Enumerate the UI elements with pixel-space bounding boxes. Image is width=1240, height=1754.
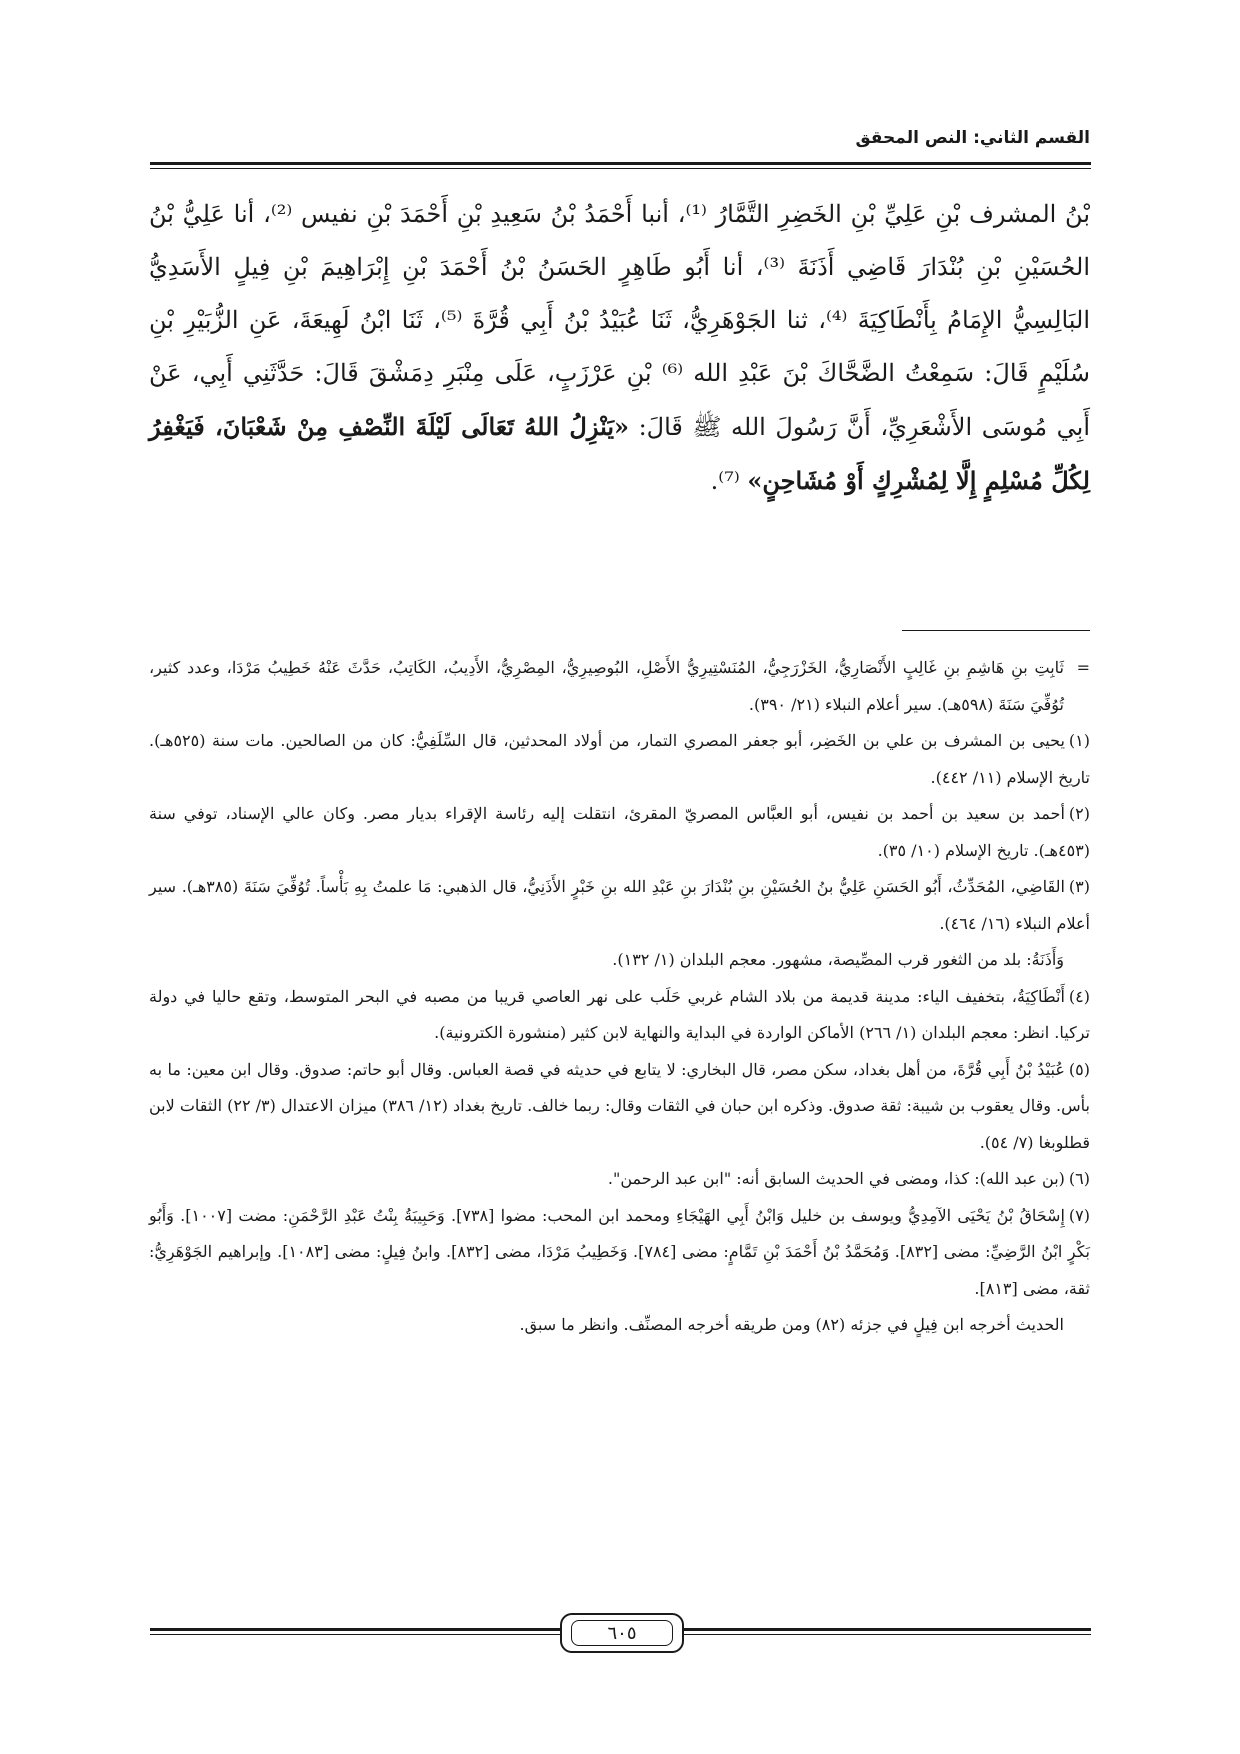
footnote-continuation: = ثَابِتِ بنِ هَاشِمِ بنِ غَالِبٍ الأَنْصَارِيُّ، الخَزْرَجِيُّ، المُنَسْتِيرِيُّ الأَصْلِ، البُوصِيرِيُّ، المِصْرِيُّ، الأَدِيبُ، الكَاتِبُ، حَدَّثَ عَنْهُ خَطِيبُ مَرْدَا، وعدد كثير، تُوُفِّيَ سَنَةَ (٥٩٨هـ). سير أعلام النبلاء (٢١/ ٣٩٠).	[149, 658, 1090, 714]
isnad-text: بْنُ المشرف بْنِ عَلِيِّ بْنِ الخَضِرِ التَّمَّارُ ⁽¹⁾، أنبا أَحْمَدُ بْنُ سَعِيدِ بْنِ أَحْمَدَ بْنِ نفيس ⁽²⁾، أنا عَلِيُّ بْنُ الحُسَيْنِ بْنِ بُنْدَارَ قَاضِي أَذَنَةَ ⁽³⁾، أنا أَبُو طَاهِرٍ الحَسَنُ بْنُ أَحْمَدَ بْنِ إِبْرَاهِيمَ بْنِ فِيلٍ الأَسَدِيُّ البَالِسِيُّ الإِمَامُ بِأَنْطَاكِيَةَ ⁽⁴⁾، ثنا الجَوْهَرِيُّ، ثَنَا عُبَيْدُ بْنُ أَبِي قُرَّةَ ⁽⁵⁾، ثَنَا ابْنُ لَهِيعَةَ، عَنِ الزُّبَيْرِ بْنِ سُلَيْمٍ قَالَ: سَمِعْتُ الضَّحَّاكَ بْنَ عَبْدِ الله ⁽⁶⁾ بْنِ عَرْزَبٍ، عَلَى مِنْبَرِ دِمَشْقَ قَالَ: حَدَّثَنِي أَبِي، عَنْ أَبِي مُوسَى الأَشْعَرِيِّ، أَنَّ رَسُولَ الله ﷺ قَالَ:	[149, 200, 1091, 441]
footnote-3: (٣)القَاضِي، المُحَدِّثُ، أَبُو الحَسَنِ عَلِيُّ بنُ الحُسَيْنِ بنِ بُنْدَارَ بنِ عَبْدِ الله بنِ خَبْرٍ الأَذَنِيُّ، قال الذهبي: مَا علمتُ بِهِ بَأْساً. تُوُفِّيَ سَنَةَ (٣٨٥هـ). سير أعلام النبلاء (١٦/ ٤٦٤).	[149, 877, 1090, 933]
footnote-ref-7: ⁽⁷⁾.	[710, 467, 740, 495]
footnote-1: (١)يحيى بن المشرف بن علي بن الخَضِر، أبو جعفر المصري التمار، من أولاد المحدثين، قال السِّلَفِيُّ: كان من الصالحين. مات سنة (٥٢٥هـ). تاريخ الإسلام (١١/ ٤٤٢).	[149, 731, 1090, 787]
page-number-frame	[560, 1613, 684, 1653]
hadith-text: «يَنْزِلُ اللهُ تَعَالَى لَيْلَةَ النِّصْفِ مِنْ شَعْبَانَ، فَيَغْفِرُ لِكُلِّ مُسْلِمٍ إِلَّا لِمُشْرِكٍ أَوْ مُشَاحِنٍ»	[149, 412, 1090, 495]
main-paragraph	[149, 188, 1090, 508]
footnote-2: (٢)أحمد بن سعيد بن أحمد بن نفيس، أبو العبَّاس المصريّ المقرئ، انتقلت إليه رئاسة الإقراء بديار مصر. وكان عالي الإسناد، توفي سنة (٤٥٣هـ). تاريخ الإسلام (١٠/ ٣٥).	[149, 804, 1090, 860]
header-rule-thick	[150, 162, 1091, 165]
footnote-7: (٧)إِسْحَاقُ بْنُ يَحْيَى الآمِدِيُّ ويوسف بن خليل وَابْنُ أَبِي الهَيْجَاءِ ومحمد ابن المحب: مضوا [٧٣٨]. وَحَبِيبَةُ بِنْتُ عَبْدِ الرَّحْمَنِ: مضت [١٠٠٧]. وَأَبُو بَكْرٍ ابْنُ الرَّضِيِّ: مضى [٨٣٢]. وَمُحَمَّدُ بْنُ أَحْمَدَ بْنِ تَمَّامٍ: مضى [٧٨٤]. وَخَطِيبُ مَرْدَا، مضى [٨٣٢]. وابنُ فِيلٍ: مضى [١٠٨٣]. وإبراهيم الجَوْهَرِيُّ: ثقة، مضى [٨١٣].	[149, 1205, 1091, 1298]
footnotes	[149, 650, 1090, 1344]
footnote-separator	[902, 630, 1090, 631]
footnote-7-extra: الحديث أخرجه ابن فِيلٍ في جزئه (٨٢) ومن طريقه أخرجه المصنِّف. وانظر ما سبق.	[519, 1315, 1064, 1334]
footnote-3-extra: وَأَذَنَةُ: بلد من الثغور قرب المصِّيصة، مشهور. معجم البلدان (١/ ١٣٢).	[612, 950, 1064, 969]
footnote-4: (٤)أَنْطَاكِيَةُ، بتخفيف الياء: مدينة قديمة من بلاد الشام غربي حَلَب على نهر العاصي قريبا من مصبه في البحر المتوسط، وتقع حاليا في دولة تركيا. انظر: معجم البلدان (١/ ٢٦٦) الأماكن الواردة في البداية والنهاية لابن كثير (منشورة الكترونية).	[149, 986, 1090, 1042]
main-text	[149, 188, 1090, 508]
running-header: القسم الثاني: النص المحقق	[855, 128, 1090, 148]
footnote-6: (٦)(بن عبد الله): كذا، ومضى في الحديث السابق أنه: "ابن عبد الرحمن".	[607, 1169, 1090, 1188]
footnote-5: (٥)عُبَيْدُ بْنُ أَبِي قُرَّةَ، من أهل بغداد، سكن مصر، قال البخاري: لا يتابع في حديثه في قصة العباس. وقال أبو حاتم: صدوق. وقال ابن معين: ما به بأس. وقال يعقوب بن شيبة: ثقة صدوق. وذكره ابن حبان في الثقات وقال: ربما خالف. تاريخ بغداد (١٢/ ٣٨٦) ميزان الاعتدال (٣/ ٢٢) الثقات لابن قطلوبغا (٧/ ٥٤).	[149, 1059, 1090, 1152]
page-number: ٦٠٥	[571, 1620, 673, 1646]
header-rule-thin	[150, 168, 1091, 169]
